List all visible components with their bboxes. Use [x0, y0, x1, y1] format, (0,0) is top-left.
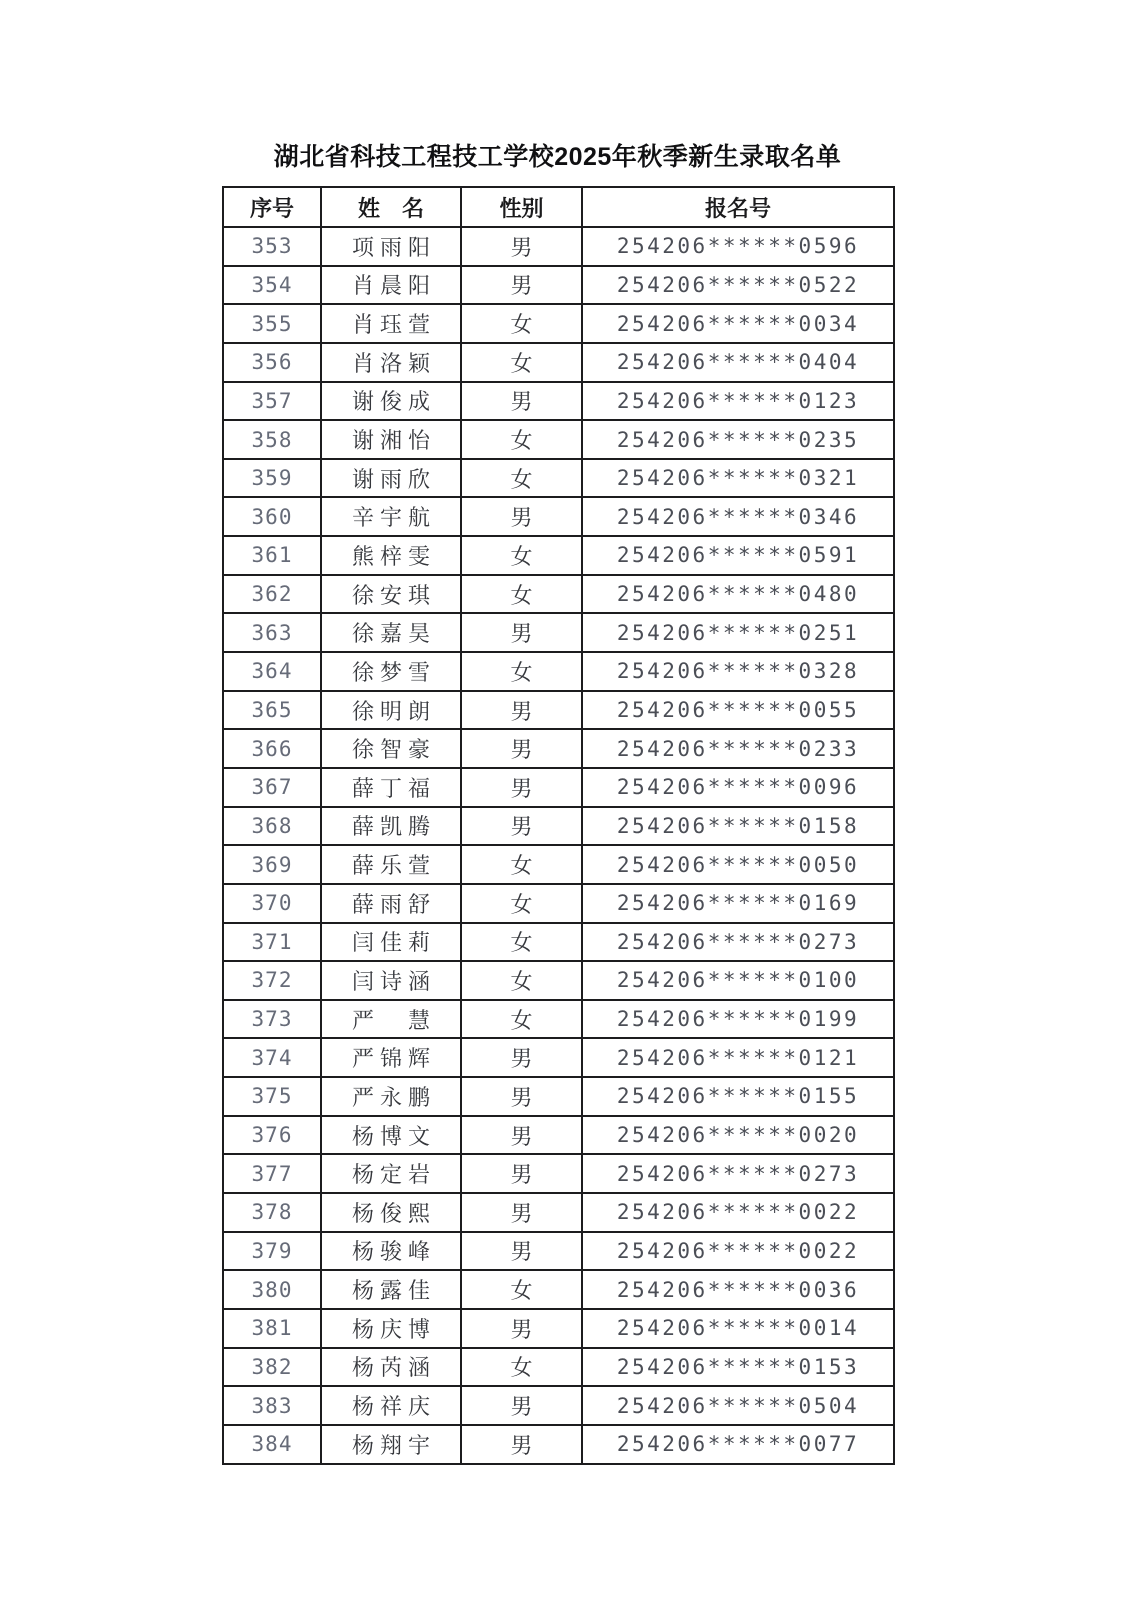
table-row — [223, 807, 894, 846]
row-name-text: 闫佳莉 — [351, 930, 431, 956]
row-name-text: 肖洛颖 — [351, 350, 431, 376]
table-row — [223, 1386, 894, 1425]
column-header-name: 姓 名 — [321, 187, 461, 227]
row-name-cell — [321, 382, 461, 421]
row-name-cell — [321, 575, 461, 614]
row-serial-cell: 359 — [223, 459, 321, 498]
row-name-text: 谢湘怡 — [351, 428, 431, 454]
table-row — [223, 304, 894, 343]
table-row — [223, 691, 894, 730]
row-gender-cell: 男 — [461, 691, 582, 730]
row-reg-cell: 254206******0273 — [582, 923, 894, 962]
row-gender-cell: 男 — [461, 266, 582, 305]
row-reg-cell: 254206******0034 — [582, 304, 894, 343]
row-reg-cell: 254206******0169 — [582, 884, 894, 923]
row-serial-cell: 382 — [223, 1348, 321, 1387]
row-name-cell — [321, 807, 461, 846]
table-row — [223, 1309, 894, 1348]
row-serial-cell: 357 — [223, 382, 321, 421]
row-serial-cell: 369 — [223, 845, 321, 884]
row-name-cell — [321, 459, 461, 498]
row-gender-cell: 男 — [461, 1309, 582, 1348]
row-name-cell — [321, 343, 461, 382]
row-name-text: 闫诗涵 — [351, 968, 431, 994]
row-gender-cell: 女 — [461, 459, 582, 498]
table-row — [223, 266, 894, 305]
row-serial-cell: 355 — [223, 304, 321, 343]
row-name-cell — [321, 845, 461, 884]
table-row — [223, 343, 894, 382]
row-reg-cell: 254206******0077 — [582, 1425, 894, 1464]
row-serial-cell: 356 — [223, 343, 321, 382]
row-name-text: 徐安琪 — [351, 582, 431, 608]
table-row — [223, 1154, 894, 1193]
table-row — [223, 459, 894, 498]
row-serial-cell: 372 — [223, 961, 321, 1000]
row-serial-cell: 378 — [223, 1193, 321, 1232]
table-row — [223, 420, 894, 459]
row-name-text: 杨俊熙 — [351, 1200, 431, 1226]
table-row — [223, 768, 894, 807]
row-gender-cell: 女 — [461, 1348, 582, 1387]
page-title: 湖北省科技工程技工学校2025年秋季新生录取名单 — [273, 143, 842, 171]
row-gender-cell: 女 — [461, 884, 582, 923]
table-row — [223, 1270, 894, 1309]
row-name-text: 项雨阳 — [351, 234, 431, 260]
row-name-text: 辛宇航 — [351, 505, 431, 531]
row-serial-cell: 376 — [223, 1116, 321, 1155]
row-serial-cell: 371 — [223, 923, 321, 962]
row-name-text: 薛丁福 — [351, 775, 431, 801]
row-name-cell — [321, 1386, 461, 1425]
row-serial-cell: 373 — [223, 1000, 321, 1039]
row-serial-cell: 358 — [223, 420, 321, 459]
row-reg-cell: 254206******0504 — [582, 1386, 894, 1425]
row-gender-cell: 女 — [461, 845, 582, 884]
row-reg-cell: 254206******0346 — [582, 497, 894, 536]
row-gender-cell: 女 — [461, 1000, 582, 1039]
row-serial-cell: 374 — [223, 1038, 321, 1077]
row-serial-cell: 368 — [223, 807, 321, 846]
admission-table — [222, 186, 895, 1465]
row-name-text: 杨庆博 — [351, 1316, 431, 1342]
row-gender-cell: 男 — [461, 1116, 582, 1155]
row-reg-cell: 254206******0096 — [582, 768, 894, 807]
row-reg-cell: 254206******0022 — [582, 1193, 894, 1232]
table-row — [223, 884, 894, 923]
row-name-text: 谢雨欣 — [351, 466, 431, 492]
row-gender-cell: 男 — [461, 1154, 582, 1193]
row-gender-cell: 女 — [461, 1270, 582, 1309]
row-serial-cell: 360 — [223, 497, 321, 536]
row-gender-cell: 女 — [461, 536, 582, 575]
row-name-text: 杨翔宇 — [351, 1432, 431, 1458]
row-gender-cell: 男 — [461, 729, 582, 768]
row-name-text: 杨芮涵 — [351, 1355, 431, 1381]
row-gender-cell: 男 — [461, 497, 582, 536]
row-reg-cell: 254206******0480 — [582, 575, 894, 614]
table-row — [223, 729, 894, 768]
table-row — [223, 497, 894, 536]
row-serial-cell: 380 — [223, 1270, 321, 1309]
row-reg-cell: 254206******0123 — [582, 382, 894, 421]
table-row — [223, 1232, 894, 1271]
row-reg-cell: 254206******0328 — [582, 652, 894, 691]
row-name-text: 杨骏峰 — [351, 1239, 431, 1265]
row-name-cell — [321, 1116, 461, 1155]
row-gender-cell: 女 — [461, 961, 582, 1000]
row-serial-cell: 384 — [223, 1425, 321, 1464]
row-name-text: 熊梓雯 — [351, 543, 431, 569]
row-reg-cell: 254206******0404 — [582, 343, 894, 382]
row-name-text: 肖珏萱 — [351, 312, 431, 338]
row-reg-cell: 254206******0121 — [582, 1038, 894, 1077]
row-name-cell — [321, 729, 461, 768]
row-reg-cell: 254206******0233 — [582, 729, 894, 768]
table-row — [223, 1425, 894, 1464]
row-serial-cell: 354 — [223, 266, 321, 305]
row-reg-cell: 254206******0199 — [582, 1000, 894, 1039]
row-serial-cell: 367 — [223, 768, 321, 807]
document-page — [222, 0, 893, 1465]
row-serial-cell: 375 — [223, 1077, 321, 1116]
row-name-text: 严永鹏 — [351, 1084, 431, 1110]
column-header-gender: 性别 — [461, 187, 582, 227]
row-name-text: 杨祥庆 — [351, 1394, 431, 1420]
table-row — [223, 1038, 894, 1077]
row-name-cell — [321, 1154, 461, 1193]
row-name-cell — [321, 1232, 461, 1271]
table-row — [223, 382, 894, 421]
row-name-text: 徐明朗 — [351, 698, 431, 724]
row-reg-cell: 254206******0014 — [582, 1309, 894, 1348]
row-name-text: 徐梦雪 — [351, 659, 431, 685]
row-reg-cell: 254206******0596 — [582, 227, 894, 266]
row-gender-cell: 男 — [461, 1077, 582, 1116]
row-name-text: 薛雨舒 — [351, 891, 431, 917]
row-name-cell — [321, 1309, 461, 1348]
table-row — [223, 227, 894, 266]
row-name-text: 杨定岩 — [351, 1162, 431, 1188]
row-name-cell — [321, 923, 461, 962]
table-row — [223, 1193, 894, 1232]
row-name-text: 严慧 — [351, 1007, 431, 1033]
row-serial-cell: 363 — [223, 613, 321, 652]
table-row — [223, 961, 894, 1000]
row-reg-cell: 254206******0155 — [582, 1077, 894, 1116]
row-name-cell — [321, 497, 461, 536]
row-serial-cell: 370 — [223, 884, 321, 923]
admission-table-body — [223, 227, 894, 1464]
row-name-text: 杨露佳 — [351, 1278, 431, 1304]
row-name-cell — [321, 227, 461, 266]
row-name-cell — [321, 1038, 461, 1077]
row-name-cell — [321, 1193, 461, 1232]
table-header — [223, 187, 894, 227]
row-reg-cell: 254206******0055 — [582, 691, 894, 730]
row-reg-cell: 254206******0020 — [582, 1116, 894, 1155]
row-reg-cell: 254206******0050 — [582, 845, 894, 884]
table-row — [223, 1348, 894, 1387]
row-reg-cell: 254206******0522 — [582, 266, 894, 305]
row-reg-cell: 254206******0100 — [582, 961, 894, 1000]
row-gender-cell: 女 — [461, 923, 582, 962]
row-gender-cell: 男 — [461, 768, 582, 807]
row-gender-cell: 女 — [461, 420, 582, 459]
row-name-text: 谢俊成 — [351, 389, 431, 415]
row-gender-cell: 男 — [461, 1193, 582, 1232]
row-name-cell — [321, 266, 461, 305]
row-name-cell — [321, 536, 461, 575]
row-gender-cell: 女 — [461, 343, 582, 382]
row-serial-cell: 377 — [223, 1154, 321, 1193]
row-name-text: 薛凯腾 — [351, 814, 431, 840]
table-row — [223, 923, 894, 962]
row-reg-cell: 254206******0251 — [582, 613, 894, 652]
row-gender-cell: 男 — [461, 1038, 582, 1077]
table-row — [223, 1000, 894, 1039]
row-name-cell — [321, 961, 461, 1000]
column-header-reg: 报名号 — [582, 187, 894, 227]
row-name-text: 杨博文 — [351, 1123, 431, 1149]
row-serial-cell: 365 — [223, 691, 321, 730]
table-row — [223, 575, 894, 614]
table-row — [223, 845, 894, 884]
row-serial-cell: 364 — [223, 652, 321, 691]
row-gender-cell: 女 — [461, 575, 582, 614]
row-name-cell — [321, 420, 461, 459]
row-serial-cell: 381 — [223, 1309, 321, 1348]
row-name-cell — [321, 304, 461, 343]
row-serial-cell: 353 — [223, 227, 321, 266]
row-reg-cell: 254206******0153 — [582, 1348, 894, 1387]
row-reg-cell: 254206******0022 — [582, 1232, 894, 1271]
table-row — [223, 613, 894, 652]
row-name-text: 薛乐萱 — [351, 853, 431, 879]
row-reg-cell: 254206******0273 — [582, 1154, 894, 1193]
table-header-row — [223, 187, 894, 227]
row-name-cell — [321, 884, 461, 923]
row-gender-cell: 男 — [461, 807, 582, 846]
row-gender-cell: 男 — [461, 1386, 582, 1425]
row-gender-cell: 男 — [461, 1425, 582, 1464]
row-name-text: 徐智豪 — [351, 737, 431, 763]
row-reg-cell: 254206******0036 — [582, 1270, 894, 1309]
table-row — [223, 1077, 894, 1116]
row-serial-cell: 361 — [223, 536, 321, 575]
row-gender-cell: 女 — [461, 652, 582, 691]
row-serial-cell: 366 — [223, 729, 321, 768]
row-name-text: 徐嘉昊 — [351, 621, 431, 647]
row-name-text: 肖晨阳 — [351, 273, 431, 299]
table-row — [223, 652, 894, 691]
row-name-cell — [321, 613, 461, 652]
row-name-cell — [321, 652, 461, 691]
row-name-cell — [321, 768, 461, 807]
row-gender-cell: 男 — [461, 613, 582, 652]
row-reg-cell: 254206******0321 — [582, 459, 894, 498]
row-name-cell — [321, 1348, 461, 1387]
row-reg-cell: 254206******0235 — [582, 420, 894, 459]
row-name-cell — [321, 691, 461, 730]
table-row — [223, 1116, 894, 1155]
row-serial-cell: 383 — [223, 1386, 321, 1425]
row-gender-cell: 男 — [461, 1232, 582, 1271]
row-serial-cell: 362 — [223, 575, 321, 614]
column-header-serial: 序号 — [223, 187, 321, 227]
row-gender-cell: 女 — [461, 304, 582, 343]
row-name-text: 严锦辉 — [351, 1046, 431, 1072]
row-reg-cell: 254206******0158 — [582, 807, 894, 846]
row-name-cell — [321, 1077, 461, 1116]
row-serial-cell: 379 — [223, 1232, 321, 1271]
row-name-cell — [321, 1000, 461, 1039]
row-reg-cell: 254206******0591 — [582, 536, 894, 575]
table-row — [223, 536, 894, 575]
row-name-cell — [321, 1270, 461, 1309]
row-name-cell — [321, 1425, 461, 1464]
row-gender-cell: 男 — [461, 227, 582, 266]
row-gender-cell: 男 — [461, 382, 582, 421]
